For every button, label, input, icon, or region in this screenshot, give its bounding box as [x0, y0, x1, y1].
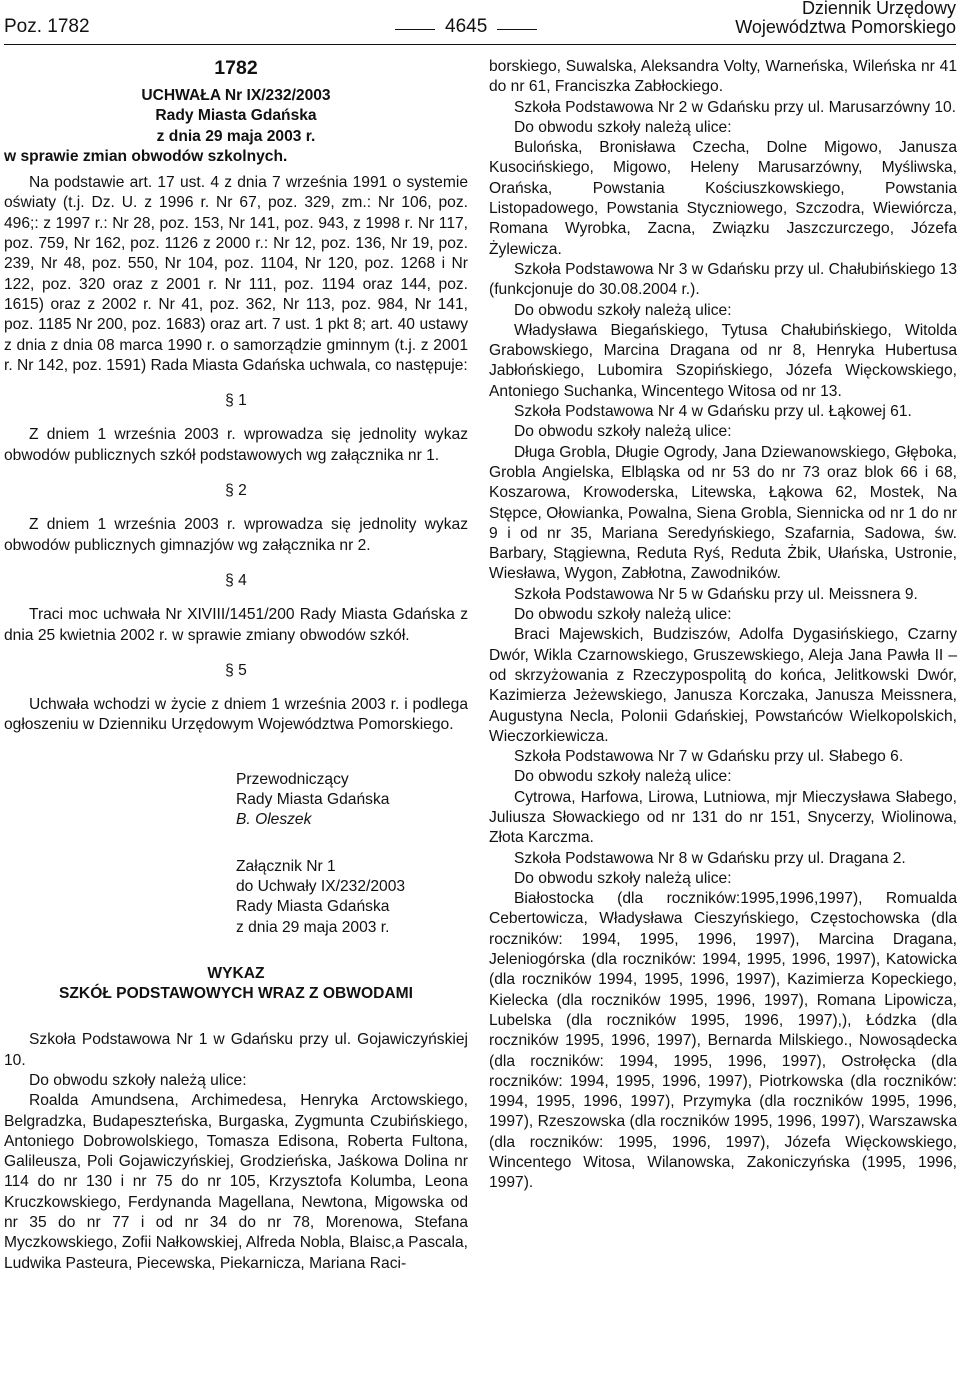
- annex-line: Załącznik Nr 1: [236, 857, 336, 875]
- resolution-date: z dnia 29 maja 2003 r.: [156, 127, 316, 145]
- right-column: [489, 57, 957, 1194]
- school-5-streets: Braci Majewskich, Budziszów, Adolfa Dygasińskiego, Czarny Dwór, Wikla Czarnowskiego, Gruszewskiego, Aleja Jana Pawła II – od skrzyżowania z Rzeczypospolitą do końca, Jelitkowski Dwór, Kazimierza Jeżewskiego, Janusza Korczaka, Janusza Meissnera, Augustyna Necla, Polonii Gdańskiej, Powstańców Wielkopolskich, Wieczorkiewicza.: [489, 626, 957, 745]
- section-text: Z dniem 1 września 2003 r. wprowadza się jednolity wykaz obwodów publicznych gimnazjów wg załącznika nr 2.: [4, 516, 468, 554]
- resolution-title: UCHWAŁA Nr IX/232/2003: [141, 87, 331, 104]
- preamble: Na podstawie art. 17 ust. 4 z dnia 7 września 1991 o systemie oświaty (t.j. Dz. U. z 1996 r. Nr 67, poz. 329, zm.: Nr 106, poz. 496;: z 1997 r.: Nr 28, poz. 153, Nr 141, poz. 943, z 1998 r. Nr 117, poz. 759, Nr 162, poz. 1126 z 2000 r.: Nr 12, poz. 136, Nr 19, poz. 239, Nr 48, poz. 550, Nr 104, poz. 1104, Nr 120, poz. 1268 i Nr 122, poz. 320 oraz z 2001 r. Nr 111, poz. 1194 oraz 144, poz. 1615) oraz z 2002 r. Nr 41, poz. 362, Nr 113, poz. 984, Nr 141, poz. 1185 Nr 200, poz. 1683) oraz art. 7 ust. 1 pkt 8; art. 40 ustawy z dnia z dnia 08 marca 1990 r. o samorządzie gminnym (t.j. z 2001 r. Nr 142, poz. 1591) Rada Miasta Gdańska uchwala, co następuje:: [4, 174, 468, 374]
- section-label: § 5: [225, 661, 247, 679]
- obwod-intro: Do obwodu szkoły należą ulice:: [29, 1071, 247, 1089]
- journal-title-line2: Województwa Pomorskiego: [735, 17, 956, 37]
- obwod-intro: Do obwodu szkoły należą ulice:: [514, 301, 732, 319]
- signature-block: [236, 770, 468, 831]
- section-label: § 2: [225, 482, 247, 500]
- section-text: Z dniem 1 września 2003 r. wprowadza się jednolity wykaz obwodów publicznych szkół podstawowych wg załącznika nr 1.: [4, 426, 468, 464]
- school-1-streets-cont: borskiego, Suwalska, Aleksandra Volty, Warneńska, Wileńska nr 41 do nr 61, Franciszka Zabłockiego.: [489, 58, 957, 96]
- header-rule: [4, 44, 956, 45]
- position-label: Poz. 1782: [4, 16, 90, 37]
- section-text: Uchwała wchodzi w życie z dniem 1 września 2003 r. i podlega ogłoszeniu w Dzienniku Urzędowym Województwa Pomorskiego.: [4, 696, 468, 734]
- school-3-streets: Władysława Biegańskiego, Tytusa Chałubińskiego, Witolda Grabowskiego, Marcina Dragana od nr 8, Henryka Hubertusa Jabłońskiego, Lubomira Szopińskiego, Józefa Więckowskiego, Antoniego Suchanka, Wincentego Witosa od nr 13.: [489, 321, 957, 400]
- signature-role: Przewodniczący: [236, 770, 349, 788]
- list-subtitle: SZKÓŁ PODSTAWOWYCH WRAZ Z OBWODAMI: [59, 985, 413, 1003]
- journal-title: [735, 0, 956, 37]
- resolution-subject: w sprawie zmian obwodów szkolnych.: [4, 147, 288, 165]
- dash-left: [395, 29, 435, 30]
- annex-line: Rady Miasta Gdańska: [236, 898, 390, 916]
- school-2-streets: Bulońska, Bronisława Czecha, Dolne Migowo, Janusza Kusocińskiego, Migowo, Heleny Marusarzówny, Myśliwska, Orańska, Powstania Kościuszkowskiego, Powstania Listopadowego, Powstania Styczniowego, Szczodra, Wiewiórcza, Romana Wyrobka, Zacna, Związku Jaszczurczego, Józefa Żylewicza.: [489, 139, 957, 258]
- left-column: [4, 57, 468, 1274]
- school-8-heading: Szkoła Podstawowa Nr 8 w Gdańsku przy ul. Dragana 2.: [514, 849, 906, 867]
- annex-line: do Uchwały IX/232/2003: [236, 877, 406, 895]
- section-text: Traci moc uchwała Nr XIVIII/1451/200 Rady Miasta Gdańska z dnia 25 kwietnia 2002 r. w sprawie zmiany obwodów szkół.: [4, 606, 468, 644]
- obwod-intro: Do obwodu szkoły należą ulice:: [514, 423, 732, 441]
- school-3-heading: Szkoła Podstawowa Nr 3 w Gdańsku przy ul. Chałubińskiego 13 (funkcjonuje do 30.08.2004 r.).: [489, 260, 957, 299]
- section-label: § 4: [225, 571, 247, 589]
- school-8-streets: Białostocka (dla roczników:1995,1996,1997), Romualda Cebertowicza, Władysława Cieszyńskiego, Częstochowska (dla roczników: 1994, 1995, 1996, 1997), Marcina Dragana, Jeleniogórska (dla roczników: 1994, 1995, 1996, 1997), Katowicka (dla roczników 1994, 1995, 1996, 1997), Kazimierza Kopeckiego, Kielecka (dla roczników 1995, 1996, 1997), Romana Lipowicza, Lubelska (dla roczników 1995, 1996, 1997),), Łódzka (dla roczników 1995, 1996, 1997), Bernarda Milskiego., Nowosądecka (dla roczników: 1994, 1995, 1996, 1997), Ostrołęcka (dla roczników: 1994, 1995, 1996, 1997), Piotrkowska (dla roczników: 1994, 1995, 1996, 1997), Przymyka (dla roczników 1995, 1996, 1997), Rzeszowska (dla roczników 1995, 1996, 1997), Warszawska (dla roczników: 1995, 1996, 1997), Józefa Więckowskiego, Wincentego Witosa, Wilanowska, Zakoniczyńska (1995, 1996, 1997).: [489, 890, 957, 1192]
- signature-name: B. Oleszek: [236, 811, 312, 829]
- school-7-heading: Szkoła Podstawowa Nr 7 w Gdańsku przy ul. Słabego 6.: [514, 748, 904, 766]
- dash-right: [497, 29, 537, 30]
- obwod-intro: Do obwodu szkoły należą ulice:: [514, 118, 732, 136]
- school-2-heading: Szkoła Podstawowa Nr 2 w Gdańsku przy ul. Marusarzówny 10.: [514, 98, 957, 116]
- obwod-intro: Do obwodu szkoły należą ulice:: [514, 768, 732, 786]
- school-5-heading: Szkoła Podstawowa Nr 5 w Gdańsku przy ul. Meissnera 9.: [514, 585, 918, 603]
- school-4-streets: Długa Grobla, Długie Ogrody, Jana Dziewanowskiego, Głęboka, Grobla Angielska, Elbląska od nr 53 do nr 73 oraz blok 66 i 68, Koszarowa, Krowoderska, Litewska, Łąkowa 62, Mostek, Na Stępce, Ołowianka, Powalna, Siena Grobla, Siennicka od nr 1 do nr 9 i od nr 35, Mariana Seredyńskiego, Szafarnia, Sadowa, św. Barbary, Stągiewna, Reduta Ryś, Reduta Żbik, Ułańska, Ustronie, Wiesława, Wygon, Zabłotna, Zawodników.: [489, 443, 957, 583]
- annex-line: z dnia 29 maja 2003 r.: [236, 918, 390, 936]
- obwod-intro: Do obwodu szkoły należą ulice:: [514, 869, 732, 887]
- resolution-issuer: Rady Miasta Gdańska: [155, 107, 317, 125]
- list-title: WYKAZ: [207, 964, 265, 982]
- annex-block: [236, 857, 468, 938]
- signature-body: Rady Miasta Gdańska: [236, 791, 390, 809]
- school-7-streets: Cytrowa, Harfowa, Lirowa, Lutniowa, mjr Mieczysława Słabego, Juliusza Słowackiego od nr 131 do nr 151, Snycerzy, Wiolinowa, Złota Karczma.: [489, 788, 957, 847]
- obwod-intro: Do obwodu szkoły należą ulice:: [514, 606, 732, 624]
- journal-title-line1: Dziennik Urzędowy: [801, 0, 956, 18]
- section-label: § 1: [225, 392, 247, 410]
- school-1-streets: Roalda Amundsena, Archimedesa, Henryka Arctowskiego, Belgradzka, Budapeszteńska, Burgaska, Zygmunta Czubińskiego, Antoniego Dobrowolskiego, Tomasza Edisona, Roberta Fultona, Galileusza, Poli Gojawiczyńskiej, Grodzieńska, Jaśkowa Dolina nr 114 do nr 130 i nr 75 do nr 105, Krzysztofa Kolumba, Leona Kruczkowskiego, Ferdynanda Magellana, Newtona, Migowska od nr 35 do nr 77 i od nr 34 do nr 78, Morenowa, Stefana Myczkowskiego, Zofii Nałkowskiej, Alfreda Nobla, Blaisc,a Pascala, Ludwika Pasteura, Piecewska, Piekarnicza, Mariana Raci-: [4, 1092, 468, 1272]
- school-4-heading: Szkoła Podstawowa Nr 4 w Gdańsku przy ul. Łąkowej 61.: [514, 403, 912, 421]
- resolution-number: 1782: [214, 57, 258, 79]
- page-number: [385, 16, 547, 38]
- school-1-heading: Szkoła Podstawowa Nr 1 w Gdańsku przy ul. Gojawiczyńskiej 10.: [4, 1031, 468, 1069]
- page-header: [0, 0, 960, 46]
- page-number-text: 4645: [445, 16, 488, 37]
